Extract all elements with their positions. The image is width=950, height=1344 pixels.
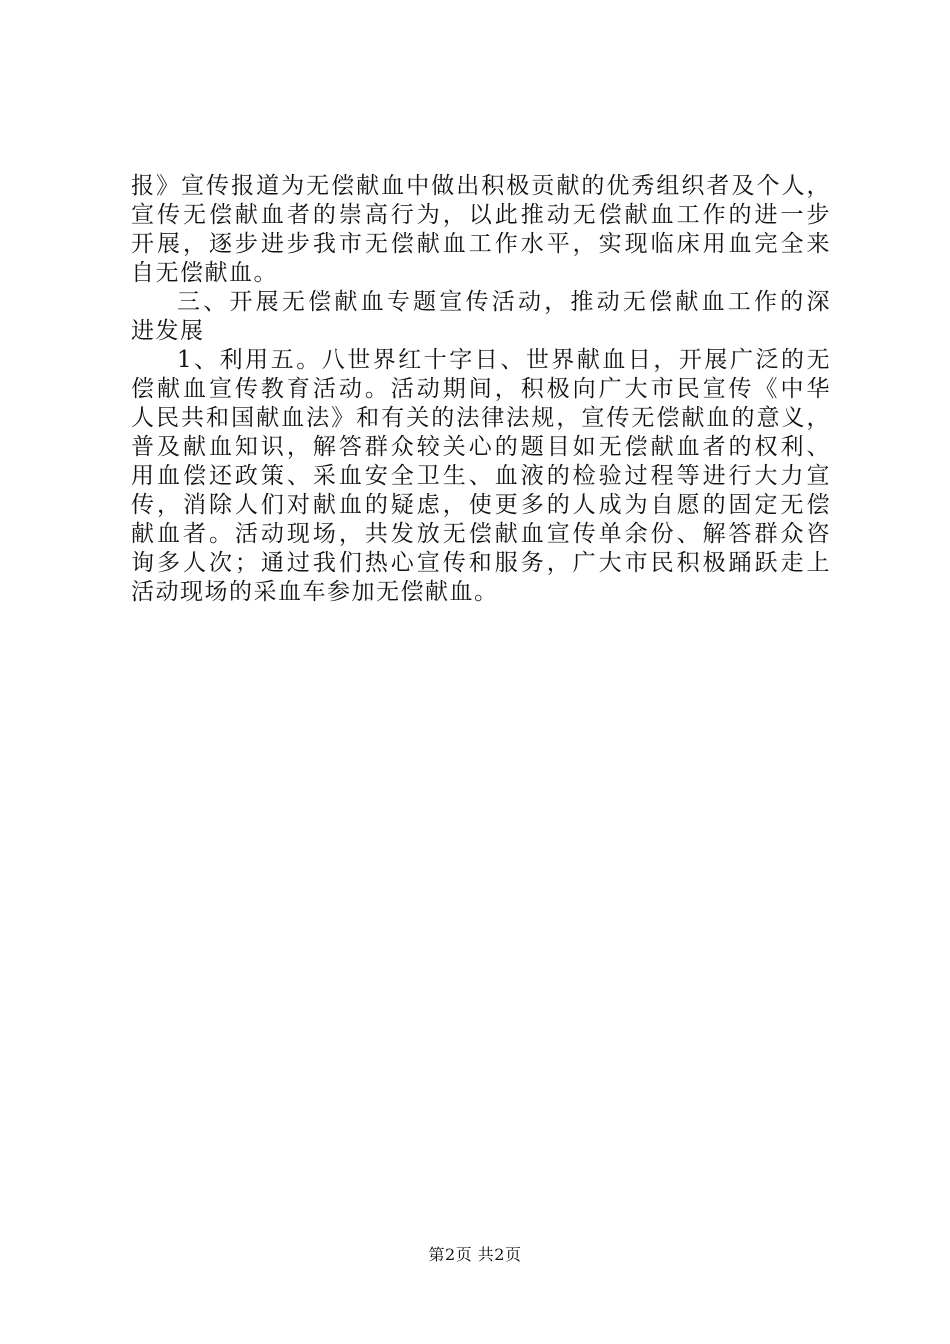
section-heading-line: 三、开展无偿献血专题宣传活动，推动无偿献血工作的深 bbox=[177, 289, 831, 315]
text-line: 1、利用五。八世界红十字日、世界献血日，开展广泛的无 bbox=[177, 347, 831, 373]
text-line: 活动现场的采血车参加无偿献血。 bbox=[131, 579, 499, 605]
text-line: 自无偿献血。 bbox=[131, 260, 278, 286]
body-text bbox=[131, 172, 831, 607]
text-line: 献血者。活动现场，共发放无偿献血宣传单余份、解答群众咨 bbox=[131, 521, 831, 547]
text-line: 开展，逐步进步我市无偿献血工作水平，实现临床用血完全来 bbox=[131, 231, 831, 257]
text-line: 宣传无偿献血者的崇高行为，以此推动无偿献血工作的进一步 bbox=[131, 202, 831, 228]
text-line: 报》宣传报道为无偿献血中做出积极贡献的优秀组织者及个人， bbox=[131, 173, 831, 199]
text-line: 用血偿还政策、采血安全卫生、血液的检验过程等进行大力宣 bbox=[131, 463, 831, 489]
text-line: 偿献血宣传教育活动。活动期间，积极向广大市民宣传《中华 bbox=[131, 376, 831, 402]
text-line: 普及献血知识，解答群众较关心的题目如无偿献血者的权利、 bbox=[131, 434, 831, 460]
page-footer: 第2页 共2页 bbox=[428, 1245, 522, 1264]
section-heading-line: 进发展 bbox=[131, 318, 205, 344]
text-line: 传，消除人们对献血的疑虑，使更多的人成为自愿的固定无偿 bbox=[131, 492, 831, 518]
text-line: 询多人次；通过我们热心宣传和服务，广大市民积极踊跃走上 bbox=[131, 550, 831, 576]
text-line: 人民共和国献血法》和有关的法律法规，宣传无偿献血的意义， bbox=[131, 405, 831, 431]
